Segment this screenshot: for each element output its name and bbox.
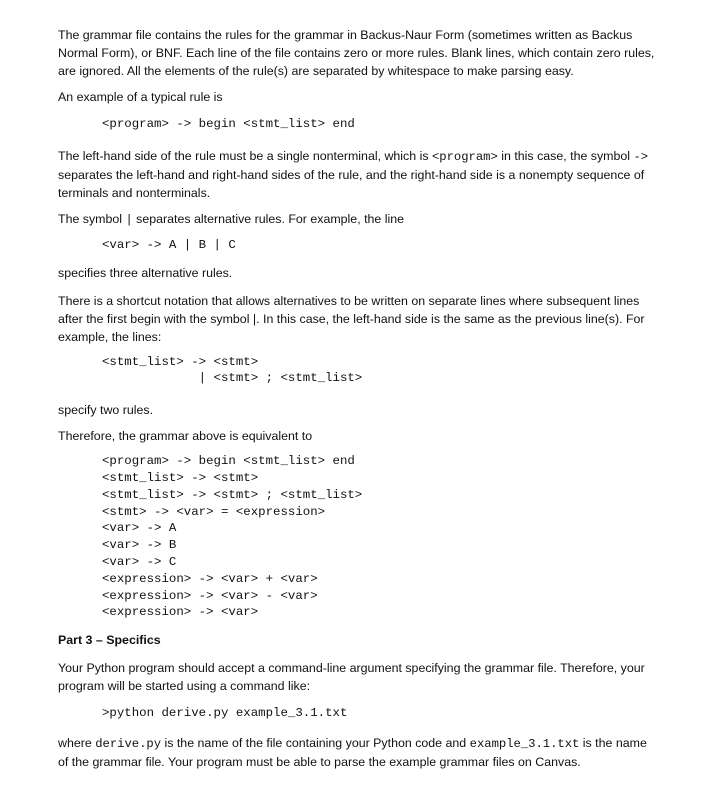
where-text-2: is the name of the file containing your Python code and <box>161 735 470 750</box>
code-line: <stmt_list> -> <stmt> <box>102 470 259 485</box>
intro-paragraph: The grammar file contains the rules for the grammar in Backus-Naur Form (sometimes written as Backus Normal Form), or BNF. Each line of the file contains zero or more rules. Blank lines, which contain zero rules, are ignored. All the elements of the rule(s) are separated by whitespace to make parsing easy. <box>58 28 655 78</box>
where-text-3: is the name of the grammar file. Your program must be able to parse the example grammar files on Canvas. <box>58 735 647 769</box>
equivalent-code-block <box>58 453 658 621</box>
equivalent-paragraph: Therefore, the grammar above is equivalent to <box>58 429 313 444</box>
symbol-text-2: separates alternative rules. For example, the line <box>132 211 405 226</box>
code-line: | <stmt> ; <stmt_list> <box>102 371 363 386</box>
lhs-text-2: in this case, the symbol <box>497 148 634 163</box>
two-rules-paragraph: specify two rules. <box>58 403 154 418</box>
code-line: <stmt_list> -> <stmt> ; <stmt_list> <box>102 487 363 502</box>
code-line: <var> -> A <box>102 521 177 536</box>
lhs-text-3: separates the left-hand and right-hand sides of the rule, and the right-hand side is a nonempty sequence of terminals and nonterminals. <box>58 167 645 200</box>
part3-heading: Part 3 – Specifics <box>58 633 161 648</box>
where-text-1: where <box>58 735 96 750</box>
code-line: <stmt> -> <var> = <expression> <box>102 504 326 519</box>
where-code-derive: derive.py <box>95 736 162 751</box>
code-line: <expression> -> <var> + <var> <box>102 571 318 586</box>
lhs-code-arrow: -> <box>633 149 649 164</box>
example-intro: An example of a typical rule is <box>58 90 223 104</box>
shortcut-paragraph: There is a shortcut notation that allows alternatives to be written on separate lines where subsequent lines after the first begin with the symbol |. In this case, the left-hand side is the same as the previous line(s). For example, the lines: <box>58 293 645 344</box>
code-line: <expression> -> <var> <box>102 605 259 620</box>
document-page <box>58 26 658 771</box>
symbol-text-1: The symbol <box>58 211 126 226</box>
symbol-paragraph <box>58 210 658 229</box>
alt-rule-code: <var> -> A | B | C <box>102 237 236 252</box>
code-line: <stmt_list> -> <stmt> <box>102 354 259 369</box>
python-argument-paragraph: Your Python program should accept a command-line argument specifying the grammar file. Therefore, your program will be started using a command like: <box>58 661 645 694</box>
typical-rule-code: <program> -> begin <stmt_list> end <box>102 117 355 131</box>
where-code-example: example_3.1.txt <box>469 736 580 751</box>
code-line: <program> -> begin <stmt_list> end <box>102 454 355 469</box>
code-line: <var> -> C <box>102 554 177 569</box>
three-alternatives-paragraph: specifies three alternative rules. <box>58 265 233 280</box>
shortcut-code-block <box>58 354 658 388</box>
where-paragraph <box>58 734 658 771</box>
code-line: <var> -> B <box>102 538 177 553</box>
command-code: >python derive.py example_3.1.txt <box>102 706 348 721</box>
lhs-text-1: The left-hand side of the rule must be a single nonterminal, which is <box>58 148 432 163</box>
symbol-bar: | <box>125 212 133 227</box>
lhs-code-program: <program> <box>431 149 498 164</box>
code-line: <expression> -> <var> - <var> <box>102 588 318 603</box>
lhs-paragraph <box>58 147 658 202</box>
